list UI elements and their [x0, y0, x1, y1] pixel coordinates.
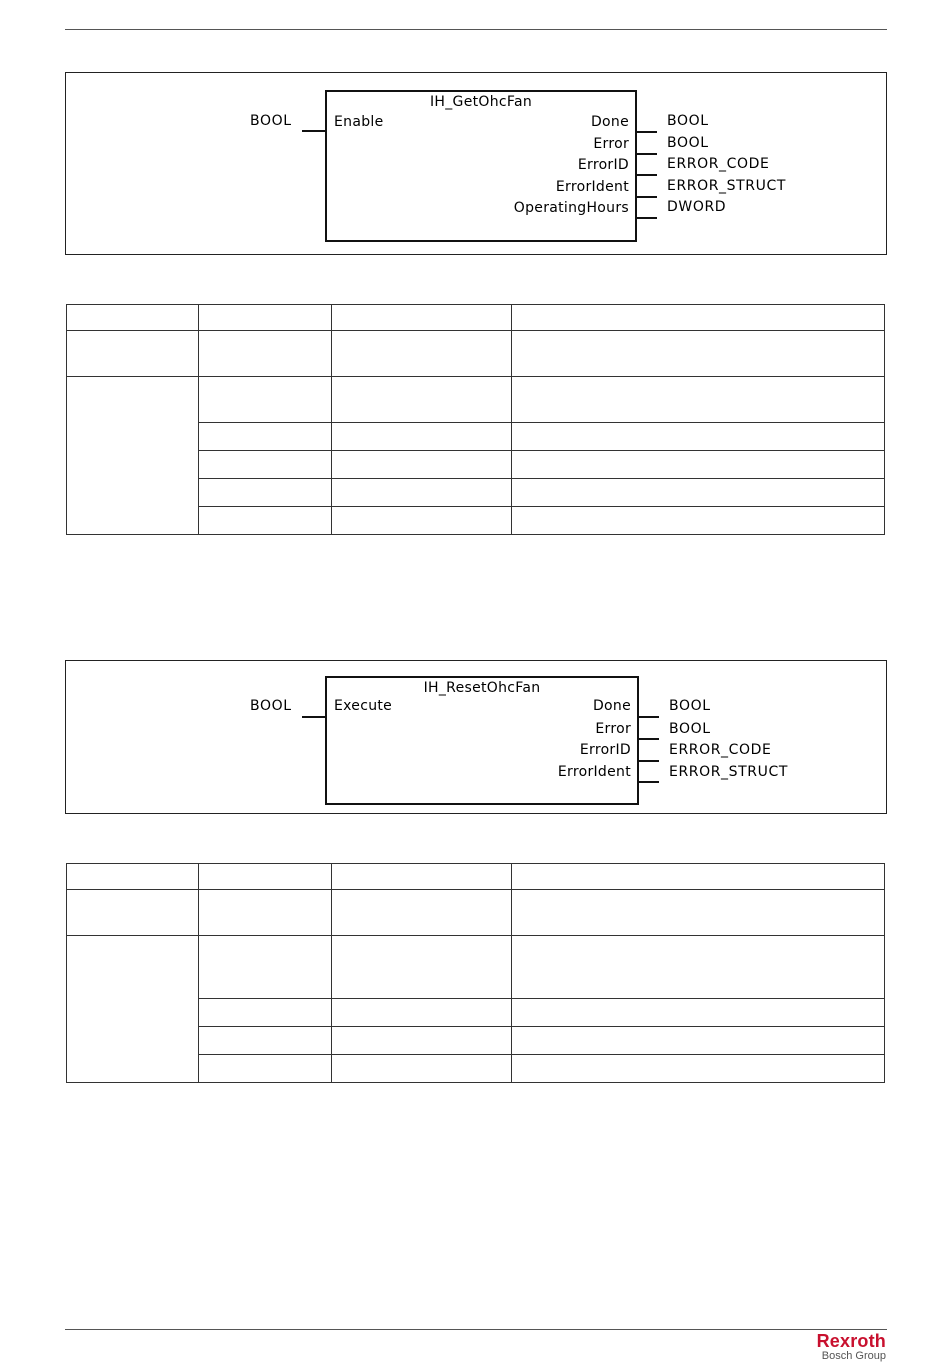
table-header-row	[67, 305, 885, 331]
output-connector	[637, 764, 639, 782]
output-type-label: ERROR_STRUCT	[667, 178, 786, 194]
block-title: IH_GetOhcFan	[429, 94, 533, 110]
input-pin-enable: Enable	[334, 114, 384, 130]
brand-logo	[817, 1332, 886, 1363]
output-type-label: ERROR_CODE	[667, 156, 770, 172]
function-block-get-ohc-fan	[325, 90, 637, 242]
output-pin-errorid: ErrorID	[579, 742, 631, 758]
output-connector	[635, 174, 657, 176]
table-cell	[332, 423, 512, 451]
table-cell	[512, 331, 885, 377]
output-type-label: ERROR_STRUCT	[669, 764, 788, 780]
table-cell	[199, 507, 332, 535]
table-header-row	[67, 864, 885, 890]
output-connector	[635, 136, 637, 154]
table-cell	[512, 451, 885, 479]
table-cell	[199, 479, 332, 507]
table-cell	[332, 479, 512, 507]
table-cell	[332, 890, 512, 936]
table-cell	[199, 451, 332, 479]
output-connector	[635, 196, 657, 198]
table-cell	[512, 936, 885, 999]
table-cell	[199, 936, 332, 999]
output-connector	[635, 153, 657, 155]
table-cell	[332, 999, 512, 1027]
table-cell	[332, 507, 512, 535]
output-type-label: BOOL	[667, 135, 709, 151]
table-cell	[199, 331, 332, 377]
table-cell	[512, 479, 885, 507]
output-connector	[637, 760, 659, 762]
table-cell	[512, 377, 885, 423]
output-pin-done: Done	[590, 114, 629, 130]
block-title: IH_ResetOhcFan	[423, 680, 541, 696]
output-pin-error: Error	[593, 136, 629, 152]
table-cell	[199, 305, 332, 331]
table-cell	[332, 864, 512, 890]
output-pin-errorident: ErrorIdent	[557, 764, 631, 780]
input-pin-execute: Execute	[334, 698, 393, 714]
brand-name: Rexroth	[816, 1331, 886, 1351]
table-row	[67, 377, 885, 423]
input-type-label: BOOL	[250, 113, 292, 129]
table-cell	[199, 864, 332, 890]
input-connector	[302, 130, 326, 132]
table-cell	[512, 1027, 885, 1055]
table-cell	[512, 423, 885, 451]
table-cell	[512, 864, 885, 890]
footer-rule	[65, 1329, 887, 1330]
output-type-label: BOOL	[669, 698, 711, 714]
table-cell	[67, 936, 199, 1083]
table-cell	[67, 864, 199, 890]
output-connector	[635, 114, 637, 132]
output-type-label: BOOL	[669, 721, 711, 737]
output-connector	[637, 781, 659, 783]
table-cell	[332, 331, 512, 377]
table-row	[67, 890, 885, 936]
output-connector	[635, 200, 637, 218]
table-cell	[67, 331, 199, 377]
table-cell	[199, 890, 332, 936]
table-cell	[512, 999, 885, 1027]
table-row	[67, 936, 885, 999]
output-connector	[635, 179, 637, 197]
output-connector	[637, 721, 639, 739]
table-cell	[67, 377, 199, 535]
output-pin-errorid: ErrorID	[577, 157, 629, 173]
table-cell	[332, 936, 512, 999]
table-cell	[199, 377, 332, 423]
input-type-label: BOOL	[250, 698, 292, 714]
output-connector	[637, 738, 659, 740]
table-cell	[512, 305, 885, 331]
output-pin-error: Error	[595, 721, 631, 737]
output-connector	[637, 743, 639, 761]
table-cell	[67, 890, 199, 936]
output-connector	[637, 716, 659, 718]
table-cell	[512, 890, 885, 936]
output-pin-done: Done	[592, 698, 631, 714]
function-block-diagram-reset-ohc-fan	[65, 660, 887, 814]
table-cell	[512, 507, 885, 535]
output-connector	[637, 699, 639, 717]
output-pin-operatinghours: OperatingHours	[513, 200, 629, 216]
table-cell	[67, 305, 199, 331]
table-cell	[332, 451, 512, 479]
table-cell	[332, 305, 512, 331]
brand-subtitle: Bosch Group	[821, 1350, 886, 1362]
output-type-label: ERROR_CODE	[669, 742, 772, 758]
table-cell	[332, 1055, 512, 1083]
parameter-table-get-ohc-fan	[66, 304, 885, 535]
function-block-diagram-get-ohc-fan	[65, 72, 887, 255]
output-connector	[635, 157, 637, 175]
output-type-label: BOOL	[667, 113, 709, 129]
table-cell	[199, 1027, 332, 1055]
output-type-label: DWORD	[667, 199, 727, 215]
header-rule	[65, 29, 887, 30]
table-cell	[199, 1055, 332, 1083]
output-connector	[635, 131, 657, 133]
input-connector	[302, 716, 326, 718]
table-cell	[199, 423, 332, 451]
parameter-table-reset-ohc-fan	[66, 863, 885, 1083]
output-connector	[635, 217, 657, 219]
table-cell	[512, 1055, 885, 1083]
table-row	[67, 331, 885, 377]
function-block-reset-ohc-fan	[325, 676, 639, 805]
table-cell	[332, 1027, 512, 1055]
table-cell	[199, 999, 332, 1027]
output-pin-errorident: ErrorIdent	[555, 179, 629, 195]
table-cell	[332, 377, 512, 423]
